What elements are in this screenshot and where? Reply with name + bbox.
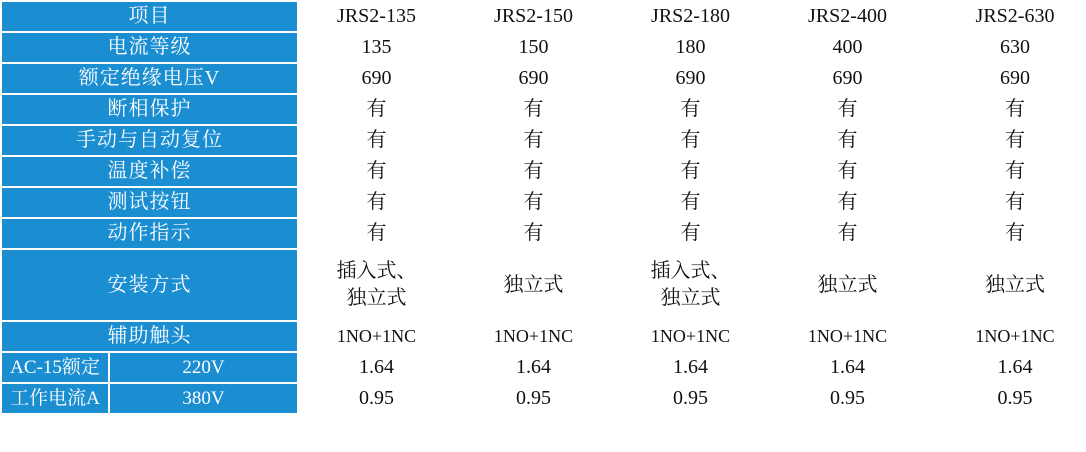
row-value: 有 <box>455 187 612 218</box>
row-label: 测试按钮 <box>1 187 298 218</box>
ac15-380v-value: 0.95 <box>612 383 769 414</box>
row-value: 有 <box>298 187 455 218</box>
row-value: 有 <box>612 125 769 156</box>
aux-contact-value: 1NO+1NC <box>455 321 612 352</box>
row-value: 有 <box>769 94 926 125</box>
row-value: 有 <box>926 125 1086 156</box>
row-value: 有 <box>612 94 769 125</box>
ac15-220v-value: 1.64 <box>298 352 455 383</box>
table-row-mounting <box>1 249 1086 321</box>
mounting-label: 安装方式 <box>1 249 298 321</box>
ac15-label-line2: 工作电流A <box>1 383 109 414</box>
header-model-5: JRS2-630 <box>926 1 1086 32</box>
row-value: 180 <box>612 32 769 63</box>
table-row <box>1 32 1086 63</box>
row-value: 有 <box>298 156 455 187</box>
table-row <box>1 218 1086 249</box>
aux-contact-label: 辅助触头 <box>1 321 298 352</box>
ac15-380v-value: 0.95 <box>769 383 926 414</box>
table-row <box>1 187 1086 218</box>
row-value: 690 <box>455 63 612 94</box>
row-value: 有 <box>612 218 769 249</box>
row-value: 有 <box>455 125 612 156</box>
ac15-220v-value: 1.64 <box>455 352 612 383</box>
header-model-4: JRS2-400 <box>769 1 926 32</box>
row-value: 150 <box>455 32 612 63</box>
mounting-value: 独立式 <box>455 249 612 321</box>
row-label: 动作指示 <box>1 218 298 249</box>
row-label: 手动与自动复位 <box>1 125 298 156</box>
mounting-value: 插入式、 独立式 <box>612 249 769 321</box>
ac15-220v-value: 1.64 <box>769 352 926 383</box>
row-value: 400 <box>769 32 926 63</box>
mounting-value: 独立式 <box>926 249 1086 321</box>
header-item-label: 项目 <box>1 1 298 32</box>
ac15-220v-value: 1.64 <box>926 352 1086 383</box>
aux-contact-value: 1NO+1NC <box>926 321 1086 352</box>
header-model-1: JRS2-135 <box>298 1 455 32</box>
row-value: 有 <box>455 94 612 125</box>
row-value: 有 <box>926 187 1086 218</box>
row-label: 温度补偿 <box>1 156 298 187</box>
row-label: 额定绝缘电压V <box>1 63 298 94</box>
table-header-row <box>1 1 1086 32</box>
ac15-220v-value: 1.64 <box>612 352 769 383</box>
row-value: 690 <box>926 63 1086 94</box>
table-row <box>1 94 1086 125</box>
ac15-380v-value: 0.95 <box>455 383 612 414</box>
row-value: 有 <box>926 218 1086 249</box>
row-value: 有 <box>769 125 926 156</box>
ac15-voltage-380v: 380V <box>109 383 298 414</box>
aux-contact-value: 1NO+1NC <box>769 321 926 352</box>
table-row-ac15-380v <box>1 383 1086 414</box>
row-value: 有 <box>769 156 926 187</box>
row-value: 690 <box>769 63 926 94</box>
row-value: 有 <box>455 156 612 187</box>
header-model-2: JRS2-150 <box>455 1 612 32</box>
row-value: 有 <box>769 218 926 249</box>
table-row-ac15-220v <box>1 352 1086 383</box>
row-value: 有 <box>926 156 1086 187</box>
row-value: 630 <box>926 32 1086 63</box>
aux-contact-value: 1NO+1NC <box>298 321 455 352</box>
row-label: 电流等级 <box>1 32 298 63</box>
row-value: 有 <box>612 187 769 218</box>
table-row <box>1 63 1086 94</box>
table-row <box>1 156 1086 187</box>
row-value: 有 <box>769 187 926 218</box>
row-value: 有 <box>298 94 455 125</box>
row-value: 有 <box>298 125 455 156</box>
ac15-380v-value: 0.95 <box>926 383 1086 414</box>
row-value: 135 <box>298 32 455 63</box>
row-value: 有 <box>612 156 769 187</box>
ac15-380v-value: 0.95 <box>298 383 455 414</box>
mounting-value: 独立式 <box>769 249 926 321</box>
row-value: 有 <box>298 218 455 249</box>
table-row <box>1 125 1086 156</box>
row-value: 690 <box>298 63 455 94</box>
header-model-3: JRS2-180 <box>612 1 769 32</box>
mounting-value: 插入式、 独立式 <box>298 249 455 321</box>
row-label: 断相保护 <box>1 94 298 125</box>
ac15-voltage-220v: 220V <box>109 352 298 383</box>
row-value: 690 <box>612 63 769 94</box>
row-value: 有 <box>455 218 612 249</box>
ac15-label-line1: AC-15额定 <box>1 352 109 383</box>
table-row-aux-contact <box>1 321 1086 352</box>
aux-contact-value: 1NO+1NC <box>612 321 769 352</box>
row-value: 有 <box>926 94 1086 125</box>
